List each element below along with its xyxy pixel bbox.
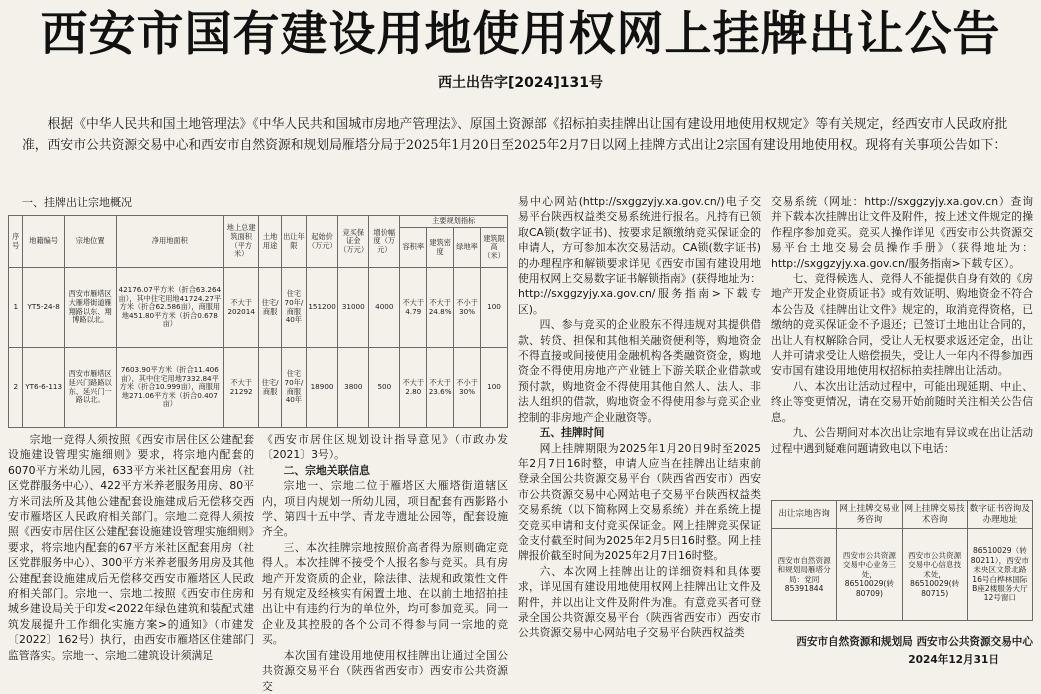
body-paragraph: 三、本次挂牌宗地按照价高者得为原则确定竞得人。本次挂牌不接受个人报名参与竞买。具有房地产开发资质的企业，除法律、法规和政策性文件另有规定及经核实有闲置土地、在以前土地招拍挂出让中有违约行为的单位外，均可参加竞买。同一企业及其控股的各个公司不得参与同一宗地的竞买。	[262, 540, 508, 647]
cell-seq: 2	[9, 348, 23, 428]
cell-net-area: 7603.90平方米（折合11.406亩），其中住宅用地7332.84平方米（折合10.999亩），商服用地271.06平方米（折合0.407亩）	[116, 348, 224, 428]
contact-cell: 西安市公共资源交易中心信息技术处，86510029(转80715)	[902, 529, 967, 621]
table-row	[9, 268, 508, 348]
body-paragraph: 六、本次网上挂牌出让的详细资料和具体要求，详见国有建设用地使用权网上挂牌出让文件及附件，并以出让文件及附件为准。有意竞买者可登录全国公共资源交易平台（陕西省西安市）西安市公共资源交易中心网站电子交易平台陕西权益类	[518, 564, 761, 640]
body-paragraph: 本次国有建设用地使用权挂牌出让通过全国公共资源交易平台（陕西省西安市）西安市公共资源交	[262, 648, 508, 693]
cell-deposit: 31000	[338, 268, 369, 348]
cell-term: 住宅70年/商服40年	[282, 268, 307, 348]
header-height: 建筑限高（米）	[480, 228, 507, 268]
cell-green: 不小于30%	[454, 348, 481, 428]
cell-location: 西安市雁塔区大雁塔街道雁翔路以东、翔博路以北。	[64, 268, 116, 348]
contact-header: 数字证书咨询及办理地址	[967, 501, 1032, 529]
body-paragraph: 宗地一竞得人须按照《西安市居住区公建配套设施建设管理实施细则》要求，将宗地内配套的6070平方米幼儿园，633平方米社区配套用房（社区党群服务中心）、422平方米养老服务用房、80平方米司法所及其他公建配套设施建成后无偿移交西安市雁塔区人民政府相关部门。宗地二竞得人须按照《西安市居住区公建配套设施建设管理实施细则》要求，将宗地内配套的67平方米社区配套用房（社区党群服务中心）、300平方米养老服务用房及其他公建配套设施建成后无偿移交西安市雁塔区人民政府相关部门。宗地一、宗地二按照《西安市住房和城乡建设局关于印发<2022年绿色建筑和装配式建筑发展提升工作细化实施方案>的通知》（市建发〔2022〕162号）执行，由西安市雁塔区住建部门监管落实。宗地一、宗地二建筑设计须满足	[8, 433, 254, 662]
body-paragraph: 四、参与竞买的企业股东不得违规对其提供借款、转贷、担保和其他相关融资便利等，购地资金不得直接或间接使用金融机构各类融资资金，购地资金不得使用房地产产业链上下游关联企业借款或预付款，购地资金不得使用其他自然人、法人、非法人组织的借款，购地资金不得使用参与竞买企业控制的非房地产企业融资等。	[518, 318, 761, 424]
header-code: 地籍编号	[23, 216, 64, 268]
contact-header: 出让宗地咨询	[772, 501, 837, 529]
page-title: 西安市国有建设用地使用权网上挂牌出让公告	[40, 7, 1001, 62]
cell-start-price: 151200	[306, 268, 337, 348]
body-paragraph: 宗地一、宗地二位于雁塔区大雁塔街道辖区内，项目内规划一所幼儿园，项目配套有西影路小学、第四十五中学、青龙寺遗址公园等，配套设施齐全。	[262, 479, 508, 539]
parcel-table	[8, 215, 508, 428]
cell-location: 西安市雁塔区延兴门路路以东、延兴门一路以北。	[64, 348, 116, 428]
column-1	[8, 432, 254, 672]
header-start-price: 起始价（万元）	[306, 216, 337, 268]
cell-increment: 500	[369, 348, 400, 428]
cell-seq: 1	[9, 268, 23, 348]
cell-floor-area: 不大于202014	[224, 268, 259, 348]
header-use: 土地用途	[259, 216, 282, 268]
body-paragraph: 八、本次出让活动过程中，可能出现延期、中止、终止等变更情况，请在交易开始前随时关注相关公告信息。	[771, 379, 1033, 424]
header-seq: 序号	[9, 216, 23, 268]
document-number: 西土出告字[2024]131号	[438, 75, 603, 91]
header-far: 容积率	[400, 228, 427, 268]
section-5-heading: 五、挂牌时间	[539, 426, 605, 440]
header-floor-area: 地上总建筑面积（平方米）	[224, 216, 259, 268]
intro-paragraph: 根据《中华人民共和国土地管理法》《中华人民共和国城市房地产管理法》、原国土资源部《招标拍卖挂牌出让国有建设用地使用权规定》等有关规定，经西安市人民政府批准，西安市公共资源交易中心和西安市自然资源和规划局雁塔分局于2025年1月20日至2025年2月7日以网上挂牌方式出让2宗国有建设用地使用权。现将有关事项公告如下：	[22, 117, 1008, 153]
cell-code: YT5-24-8	[23, 268, 64, 348]
header-planning: 主要规划指标	[400, 216, 508, 228]
section-2-heading: 二、宗地关联信息	[283, 463, 370, 477]
body-paragraph: 交易系统（网址：http://sxggzyjy.xa.gov.cn）查询并下载本次挂牌出让文件及附件，按上述文件规定的操作程序参加竞买。竞买人操作详见《西安市公共资源交易平台土地交易会员操作手册》（获得地址为：http://sxggzyjy.xa.gov.cn/服务指南>下载专区）。	[771, 195, 1033, 270]
header-green: 绿地率	[454, 228, 481, 268]
section-1-heading: 一、挂牌出让宗地概况	[22, 196, 132, 209]
body-paragraph: 网上挂牌期限为2025年1月20日9时至2025年2月7日16时整，申请人应当在挂牌出让结束前登录全国公共资源交易平台（陕西省西安市）西安市公共资源交易中心网站电子交易平台陕西权益类交易系统（以下简称网上交易系统）并在系统上提交竞买申请和支付竞买保证金。网上挂牌竞买保证金支付截至时间为2025年2月5日16时整。网上挂牌报价截至时间为2025年2月7日16时整。	[518, 441, 761, 563]
cell-use: 住宅/商服	[259, 268, 282, 348]
header-net-area: 净用地面积	[116, 216, 224, 268]
body-paragraph: 九、公告期间对本次出让宗地有异议或在出让活动过程中遇到疑难问题请致电以下电话：	[771, 426, 1033, 455]
contact-table	[771, 500, 1033, 621]
cell-density: 不大于24.8%	[427, 268, 454, 348]
cell-code: YT6-6-113	[23, 348, 64, 428]
header-density: 建筑密度	[427, 228, 454, 268]
cell-green: 不小于30%	[454, 268, 481, 348]
cell-height: 100	[480, 268, 507, 348]
header-increment: 增价幅度（万元）	[369, 216, 400, 268]
body-paragraph: 易中心网站(http://sxggzyjy.xa.gov.cn/)电子交易平台陕西权益类交易系统进行报名。凡持有已领取CA锁(数字证书)、按要求足额缴纳竞买保证金的申请人，方可参加本次交易活动。CA锁(数字证书)的办理程序和解锁要求详见《西安市国有建设用地使用权网上交易数字证书解锁指南》(获得地址为：http://sxggzyjy.xa.gov.cn/服务指南>下载专区)。	[518, 195, 761, 316]
column-2	[262, 432, 508, 693]
cell-density: 不大于23.6%	[427, 348, 454, 428]
cell-floor-area: 不大于21292	[224, 348, 259, 428]
cell-start-price: 18900	[306, 348, 337, 428]
contact-cell: 西安市自然资源和规划局雁塔分局：党同85391844	[772, 529, 837, 621]
footer-date: 2024年12月31日	[908, 654, 999, 666]
cell-increment: 4000	[369, 268, 400, 348]
body-paragraph: 《西安市居住区规划设计指导意见》（市政办发〔2021〕3号）。	[262, 433, 508, 462]
cell-height: 100	[480, 348, 507, 428]
cell-deposit: 3800	[338, 348, 369, 428]
contact-header: 网上挂牌交易技术咨询	[902, 501, 967, 529]
cell-use: 住宅/商服	[259, 348, 282, 428]
column-3	[518, 194, 761, 672]
contact-header: 网上挂牌交易业务咨询	[837, 501, 902, 529]
column-4	[771, 194, 1033, 498]
cell-net-area: 42176.07平方米（折合63.264亩），其中住宅用地41724.27平方米（折合62.586亩），商服用地451.80平方米（折合0.678亩）	[116, 268, 224, 348]
contact-cell: 西安市公共资源交易中心业务三处，86510029(转80709)	[837, 529, 902, 621]
header-deposit: 竞买保证金（万元）	[338, 216, 369, 268]
cell-far: 不大于4.79	[400, 268, 427, 348]
body-paragraph: 七、竞得候选人、竞得人不能提供自身有效的《房地产开发企业资质证书》或有效证明、购地资金不符合本公告及《挂牌出让文件》规定的，取消竞得资格，已缴纳的竞买保证金不予退还；已签订土地出让合同的，出让人有权解除合同，受让人无权要求返还定金，出让人并可请求受让人赔偿损失，受让人一年内不得参加西安市国有建设用地使用权招标拍卖挂牌出让活动。	[771, 272, 1033, 378]
header-location: 宗地位置	[64, 216, 116, 268]
contact-cell: 86510029（转80211），西安市未央区文景北路16号白桦林国际B座2楼服务大厅12号窗口	[967, 529, 1032, 621]
header-term: 出让年限	[282, 216, 307, 268]
table-row	[9, 348, 508, 428]
footer-issuers: 西安市自然资源和规划局 西安市公共资源交易中心	[796, 636, 1033, 648]
cell-far: 不大于2.80	[400, 348, 427, 428]
cell-term: 住宅70年/商服40年	[282, 348, 307, 428]
